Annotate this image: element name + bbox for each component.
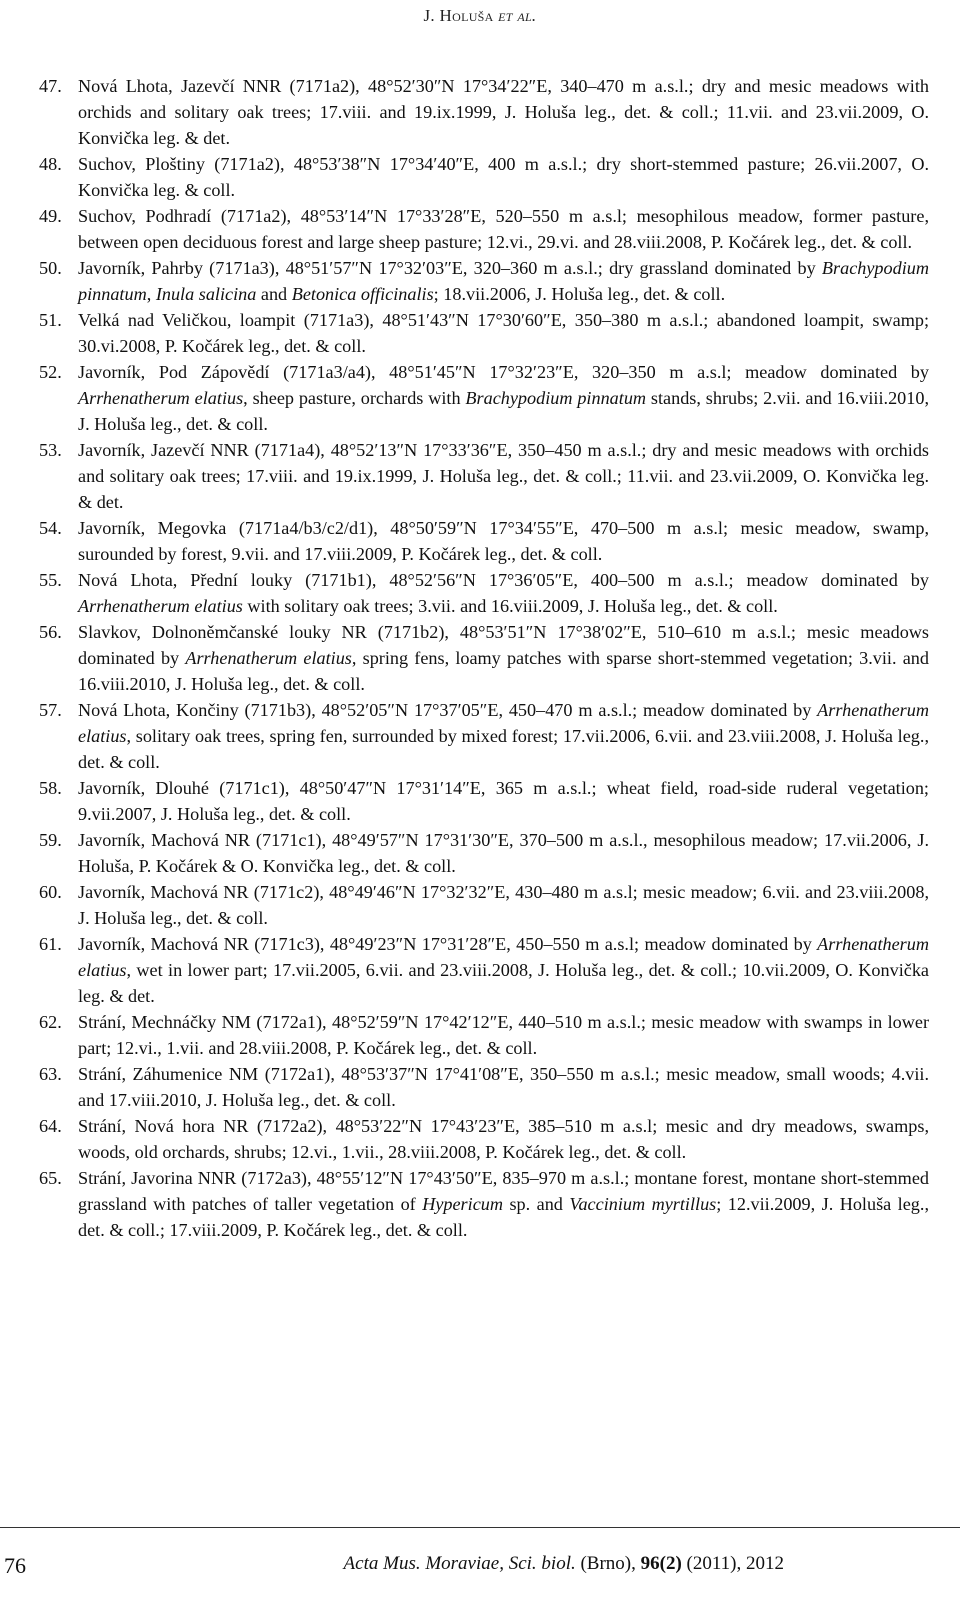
entry-number: 63.	[39, 1064, 62, 1084]
entry-number: 65.	[39, 1168, 62, 1188]
entry-number: 50.	[39, 258, 62, 278]
taxon-name: Arrhenatherum elatius	[78, 700, 929, 746]
locality-entry	[39, 73, 929, 151]
locality-entry	[39, 359, 929, 437]
entry-text: Javorník, Pahrby (7171a3), 48°51′57″N 17°32′03″E, 320–360 m a.s.l.; dry grassland dominated by	[78, 258, 822, 278]
journal-year: (2011), 2012	[681, 1553, 784, 1574]
locality-entry	[39, 515, 929, 567]
entry-number: 60.	[39, 882, 62, 902]
locality-entry	[39, 151, 929, 203]
locality-entry	[39, 203, 929, 255]
entry-text: Strání, Nová hora NR (7172a2), 48°53′22″N 17°43′23″E, 385–510 m a.s.l; mesic and dry meadows, swamps, woods, old orchards, shrubs; 12.vi., 1.vii., 28.viii.2008, P. Kočárek leg., det. & coll.	[78, 1116, 929, 1162]
entry-text: Strání, Záhumenice NM (7172a1), 48°53′37″N 17°41′08″E, 350–550 m a.s.l.; mesic meadow, small woods; 4.vii. and 17.viii.2010, J. Holuša leg., det. & coll.	[78, 1064, 929, 1110]
journal-citation	[344, 1553, 784, 1575]
entry-number: 49.	[39, 206, 62, 226]
locality-entry	[39, 931, 929, 1009]
header-et-al: et al.	[493, 6, 537, 25]
locality-entry	[39, 307, 929, 359]
taxon-name: Arrhenatherum elatius	[78, 596, 243, 616]
entry-number: 54.	[39, 518, 62, 538]
entry-number: 57.	[39, 700, 62, 720]
entry-text: Javorník, Pod Zápovědí (7171a3/a4), 48°51′45″N 17°32′23″E, 320–350 m a.s.l; meadow dominated by	[78, 362, 929, 382]
entry-number: 55.	[39, 570, 62, 590]
taxon-name: Arrhenatherum elatius	[78, 934, 929, 980]
entry-text: ,	[146, 284, 156, 304]
locality-entry	[39, 619, 929, 697]
entry-text: Velká nad Veličkou, loampit (7171a3), 48°51′43″N 17°30′60″E, 350–380 m a.s.l.; abandoned loampit, swamp; 30.vi.2008, P. Kočárek leg., det. & coll.	[78, 310, 929, 356]
entry-number: 61.	[39, 934, 62, 954]
taxon-name: Arrhenatherum elatius	[78, 388, 244, 408]
locality-entry	[39, 437, 929, 515]
journal-name: Acta Mus. Moraviae, Sci. biol.	[343, 1553, 576, 1574]
footer-divider	[0, 1527, 960, 1528]
taxon-name: Betonica officinalis	[291, 284, 434, 304]
entry-text: ; 18.vii.2006, J. Holuša leg., det. & coll.	[433, 284, 726, 304]
locality-entry	[39, 879, 929, 931]
entry-text: with solitary oak trees; 3.vii. and 16.viii.2009, J. Holuša leg., det. & coll.	[242, 596, 778, 616]
taxon-name: Arrhenatherum elatius	[185, 648, 352, 668]
header-author-surname: Holuša	[439, 6, 494, 25]
taxon-name: Brachypodium pinnatum	[78, 258, 929, 304]
entry-number: 52.	[39, 362, 62, 382]
entry-text: ; 12.vii.2009, J. Holuša leg., det. & coll.; 17.viii.2009, P. Kočárek leg., det. & coll.	[78, 1194, 929, 1240]
running-header	[0, 6, 960, 26]
entry-text: Javorník, Jazevčí NNR (7171a4), 48°52′13″N 17°33′36″E, 350–450 m a.s.l.; dry and mesic meadows with orchids and solitary oak trees; 17.viii. and 19.ix.1999, J. Holuša leg., det. & coll.; 11.vii. and 23.vii.2009, O. Konvička leg. & det.	[78, 440, 929, 512]
locality-entry	[39, 1061, 929, 1113]
entry-text: stands, shrubs; 2.vii. and 16.viii.2010, J. Holuša leg., det. & coll.	[78, 388, 929, 434]
entry-text: Strání, Mechnáčky NM (7172a1), 48°52′59″N 17°42′12″E, 440–510 m a.s.l.; mesic meadow with swamps in lower part; 12.vi., 1.vii. and 28.viii.2008, P. Kočárek leg., det. & coll.	[78, 1012, 929, 1058]
locality-entry	[39, 567, 929, 619]
entry-text: , sheep pasture, orchards with	[243, 388, 466, 408]
journal-volume: 96(2)	[640, 1553, 682, 1574]
taxon-name: Brachypodium pinnatum	[465, 388, 647, 408]
locality-entry	[39, 1009, 929, 1061]
entry-text: , solitary oak trees, spring fen, surrounded by mixed forest; 17.vii.2006, 6.vii. and 23.viii.2008, J. Holuša leg., det. & coll.	[78, 726, 929, 772]
entry-number: 53.	[39, 440, 62, 460]
entry-number: 51.	[39, 310, 62, 330]
entry-text: Javorník, Machová NR (7171c3), 48°49′23″N 17°31′28″E, 450–550 m a.s.l; meadow dominated by	[78, 934, 818, 954]
locality-entry	[39, 255, 929, 307]
entry-text: Suchov, Ploštiny (7171a2), 48°53′38″N 17°34′40″E, 400 m a.s.l.; dry short-stemmed pasture; 26.vii.2007, O. Konvička leg. & coll.	[78, 154, 929, 200]
taxon-name: Hypericum	[422, 1194, 503, 1214]
page-number: 76	[4, 1553, 26, 1578]
entry-text: Javorník, Machová NR (7171c1), 48°49′57″N 17°31′30″E, 370–500 m a.s.l., mesophilous meadow; 17.vii.2006, J. Holuša, P. Kočárek & O. Konvička leg., det. & coll.	[78, 830, 929, 876]
entry-text: , wet in lower part; 17.vii.2005, 6.vii. and 23.viii.2008, J. Holuša leg., det. & coll.; 10.vii.2009, O. Konvička leg. & det.	[78, 960, 929, 1006]
locality-list	[39, 73, 929, 1243]
entry-number: 48.	[39, 154, 62, 174]
locality-entry	[39, 1165, 929, 1243]
entry-text: Nová Lhota, Jazevčí NNR (7171a2), 48°52′30″N 17°34′22″E, 340–470 m a.s.l.; dry and mesic meadows with orchids and solitary oak trees; 17.viii. and 19.ix.1999, J. Holuša leg., det. & coll.; 11.vii. and 23.vii.2009, O. Konvička leg. & det.	[78, 76, 929, 148]
entry-text: Javorník, Megovka (7171a4/b3/c2/d1), 48°50′59″N 17°34′55″E, 470–500 m a.s.l; mesic meadow, swamp, surounded by forest, 9.vii. and 17.viii.2009, P. Kočárek leg., det. & coll.	[78, 518, 929, 564]
entry-text: Slavkov, Dolnoněmčanské louky NR (7171b2), 48°53′51″N 17°38′02″E, 510–610 m a.s.l.; mesic meadows dominated by	[78, 622, 929, 668]
entry-number: 64.	[39, 1116, 62, 1136]
entry-text: Nová Lhota, Přední louky (7171b1), 48°52′56″N 17°36′05″E, 400–500 m a.s.l.; meadow dominated by	[78, 570, 929, 590]
entry-number: 47.	[39, 76, 62, 96]
taxon-name: Vaccinium myrtillus	[569, 1194, 717, 1214]
entry-number: 56.	[39, 622, 62, 642]
entry-text: Strání, Javorina NNR (7172a3), 48°55′12″N 17°43′50″E, 835–970 m a.s.l.; montane forest, montane short-stemmed grassland with patches of taller vegetation of	[78, 1168, 929, 1214]
locality-entry	[39, 775, 929, 827]
locality-entry	[39, 697, 929, 775]
entry-text: sp. and	[503, 1194, 570, 1214]
locality-entry	[39, 827, 929, 879]
entry-text: Suchov, Podhradí (7171a2), 48°53′14″N 17°33′28″E, 520–550 m a.s.l; mesophilous meadow, former pasture, between open deciduous forest and large sheep pasture; 12.vi., 29.vi. and 28.viii.2008, P. Kočárek leg., det. & coll.	[78, 206, 929, 252]
taxon-name: Inula salicina	[155, 284, 257, 304]
locality-entry	[39, 1113, 929, 1165]
entry-text: and	[256, 284, 292, 304]
entry-text: , spring fens, loamy patches with sparse short-stemmed vegetation; 3.vii. and 16.viii.2010, J. Holuša leg., det. & coll.	[78, 648, 929, 694]
entry-text: Javorník, Machová NR (7171c2), 48°49′46″N 17°32′32″E, 430–480 m a.s.l; mesic meadow; 6.vii. and 23.viii.2008, J. Holuša leg., det. & coll.	[78, 882, 929, 928]
entry-number: 62.	[39, 1012, 62, 1032]
entry-text: Nová Lhota, Končiny (7171b3), 48°52′05″N 17°37′05″E, 450–470 m a.s.l.; meadow dominated by	[78, 700, 818, 720]
entry-number: 58.	[39, 778, 62, 798]
page-footer	[0, 1553, 960, 1593]
journal-place: (Brno),	[575, 1553, 641, 1574]
header-author-initial: J.	[423, 6, 440, 25]
entry-number: 59.	[39, 830, 62, 850]
entry-text: Javorník, Dlouhé (7171c1), 48°50′47″N 17°31′14″E, 365 m a.s.l.; wheat field, road-side ruderal vegetation; 9.vii.2007, J. Holuša leg., det. & coll.	[78, 778, 929, 824]
